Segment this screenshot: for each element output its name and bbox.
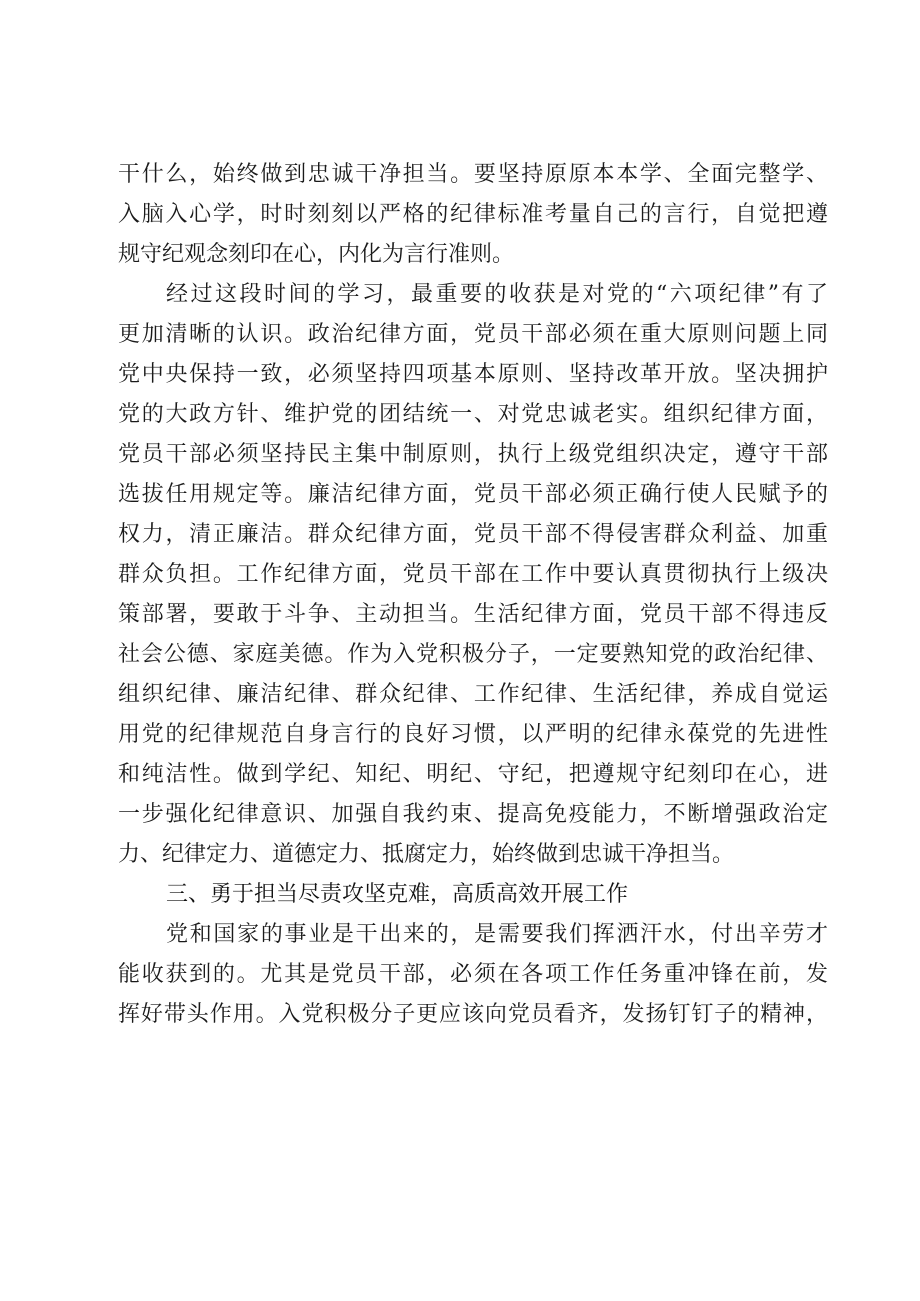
section-heading: 三、勇于担当尽责攻坚克难，高质高效开展工作 <box>166 882 629 907</box>
text-line: 更加清晰的认识。政治纪律方面，党员干部必须在重大原则问题上同 <box>118 322 828 347</box>
text-line: 一步强化纪律意识、加强自我约束、提高免疫能力，不断增强政治定 <box>118 802 828 827</box>
text-line: 能收获到的。尤其是党员干部，必须在各项工作任务重冲锋在前，发 <box>118 962 828 987</box>
text-line: 党的大政方针、维护党的团结统一、对党忠诚老实。组织纪律方面， <box>118 402 828 427</box>
document-body <box>118 155 828 1035</box>
text-line: 党中央保持一致，必须坚持四项基本原则、坚持改革开放。坚决拥护 <box>118 362 828 387</box>
text-line: 入脑入心学，时时刻刻以严格的纪律标准考量自己的言行，自觉把遵 <box>118 202 828 227</box>
text-line: 力、纪律定力、道德定力、抵腐定力，始终做到忠诚干净担当。 <box>118 842 735 867</box>
text-line: 规守纪观念刻印在心，内化为言行准则。 <box>118 242 515 267</box>
text-line: 社会公德、家庭美德。作为入党积极分子，一定要熟知党的政治纪律、 <box>118 642 828 667</box>
paragraph-continuation <box>118 155 828 275</box>
text-line: 经过这段时间的学习，最重要的收获是对党的“六项纪律”有了 <box>166 282 828 307</box>
text-line: 用党的纪律规范自身言行的良好习惯，以严明的纪律永葆党的先进性 <box>118 722 828 747</box>
text-line: 策部署，要敢于斗争、主动担当。生活纪律方面，党员干部不得违反 <box>118 602 828 627</box>
text-line: 选拔任用规定等。廉洁纪律方面，党员干部必须正确行使人民赋予的 <box>118 482 828 507</box>
text-line: 党和国家的事业是干出来的，是需要我们挥洒汗水，付出辛劳才 <box>166 922 828 947</box>
paragraph-six-disciplines <box>118 275 828 875</box>
text-line: 干什么，始终做到忠诚干净担当。要坚持原原本本学、全面完整学、 <box>118 162 828 187</box>
text-line: 挥好带头作用。入党积极分子更应该向党员看齐，发扬钉钉子的精神， <box>118 1002 828 1027</box>
text-line: 组织纪律、廉洁纪律、群众纪律、工作纪律、生活纪律，养成自觉运 <box>118 682 828 707</box>
text-line: 群众负担。工作纪律方面，党员干部在工作中要认真贯彻执行上级决 <box>118 562 828 587</box>
text-line: 和纯洁性。做到学纪、知纪、明纪、守纪，把遵规守纪刻印在心，进 <box>118 762 828 787</box>
text-line: 党员干部必须坚持民主集中制原则，执行上级党组织决定，遵守干部 <box>118 442 828 467</box>
text-line: 权力，清正廉洁。群众纪律方面，党员干部不得侵害群众利益、加重 <box>118 522 828 547</box>
paragraph-take-responsibility <box>118 915 828 1035</box>
